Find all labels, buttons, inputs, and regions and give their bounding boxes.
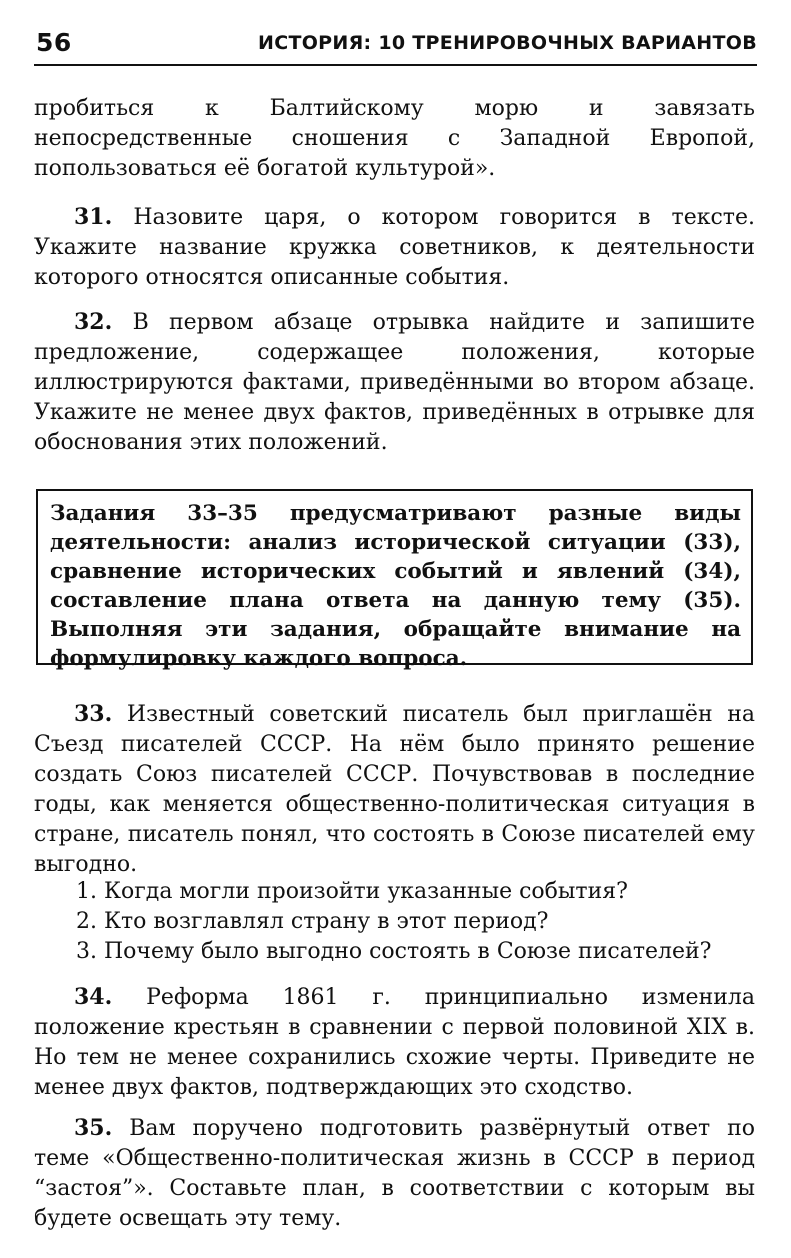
- question-item: 1. Когда могли произойти указанные события?: [76, 879, 628, 904]
- task-33-text: Известный советский писатель был приглашён на Съезд писателей СССР. На нём было принято решение создать Союз писателей СССР. Почувствовав в последние годы, как меняется общественно-политическая ситуация в стране, писатель понял, что состоять в Союзе писателей ему выгодно.: [34, 702, 755, 877]
- header-rule: [34, 64, 757, 66]
- task-32-number: 32.: [74, 309, 113, 335]
- page-header: [34, 20, 757, 64]
- task-34-text: Реформа 1861 г. принципиально изменила положение крестьян в сравнении с первой половиной XIX в. Но тем не менее сохранились схожие черты. Приведите не менее двух фактов, подтверждающих это сходство.: [34, 985, 755, 1100]
- task-34-number: 34.: [74, 984, 113, 1010]
- instruction-box: [36, 489, 753, 671]
- question-item: 3. Почему было выгодно состоять в Союзе писателей?: [76, 939, 712, 964]
- running-head: ИСТОРИЯ: 10 ТРЕНИРОВОЧНЫХ ВАРИАНТОВ: [258, 32, 757, 54]
- task-35-number: 35.: [74, 1115, 113, 1141]
- task-31-text: Назовите царя, о котором говорится в тексте. Укажите название кружка советников, к деятельности которого относятся описанные события.: [34, 205, 755, 290]
- task-32: [34, 307, 755, 458]
- task-35-text: Вам поручено подготовить развёрнутый ответ по теме «Общественно-политическая жизнь в СССР в период “застоя”». Составьте план, в соответствии с которым вы будете освещать эту тему.: [34, 1116, 755, 1231]
- page-number: 56: [36, 28, 72, 57]
- task-33: [34, 699, 755, 880]
- task-33-questions: [76, 877, 755, 967]
- task-32-text: В первом абзаце отрывка найдите и запишите предложение, содержащее положения, которые иллюстрируются фактами, приведёнными во втором абзаце. Укажите не менее двух фактов, приведённых в отрывке для обоснования этих положений.: [34, 310, 756, 455]
- question-item: 2. Кто возглавлял страну в этот период?: [76, 909, 549, 934]
- task-31: [34, 202, 755, 293]
- task-34: [34, 982, 755, 1103]
- instruction-text: Задания 33–35 предусматривают разные виды деятельности: анализ исторической ситуации (33), сравнение исторических событий и явлений (34), составление плана ответа на данную тему (35). Выполняя эти задания, обращайте внимание на формулировку каждого вопроса.: [50, 501, 741, 671]
- task-33-number: 33.: [74, 701, 113, 727]
- intro-fragment: пробиться к Балтийскому морю и завязать непосредственные сношения с Западной Европой, попользоваться её богатой культурой».: [34, 96, 755, 181]
- task-35: [34, 1113, 755, 1234]
- task-31-number: 31.: [74, 204, 113, 230]
